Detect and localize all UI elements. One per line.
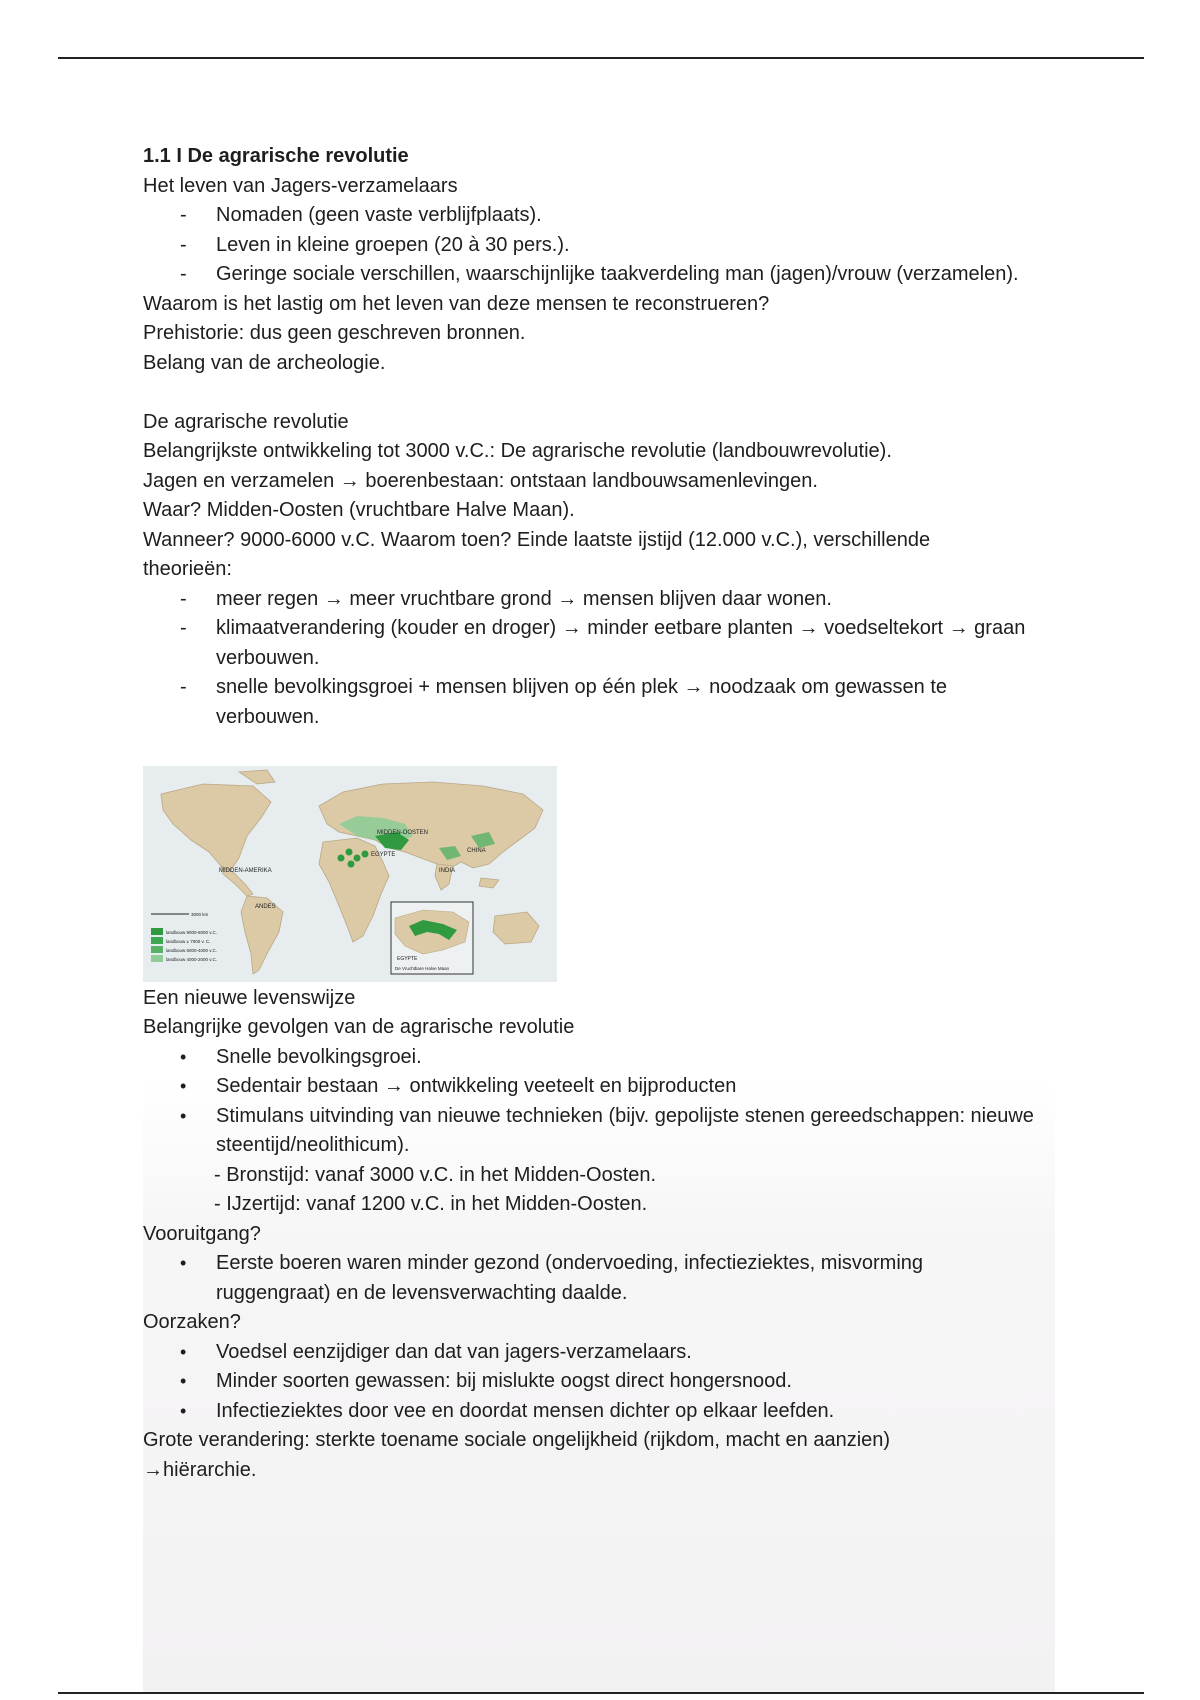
- section-heading: De agrarische revolutie: [143, 410, 349, 433]
- legend-item: landbouw 6000-4000 v.C.: [166, 947, 217, 953]
- map-scale: 3000 km: [191, 911, 209, 917]
- dash-marker: -: [180, 263, 187, 285]
- list-item: - snelle bevolkingsgroei + mensen blijven op één plek → noodzaak om gewassen te verbouwen.: [143, 673, 1073, 732]
- legend-item: landbouw 4000-2000 v.C.: [166, 956, 217, 962]
- paragraph-line: theorieën:: [143, 558, 232, 580]
- question-line: Vooruitgang?: [143, 1222, 261, 1245]
- list-item: • Sedentair bestaan → ontwikkeling veeteelt en bijproducten: [143, 1072, 1073, 1102]
- paragraph-line: Belangrijke gevolgen van de agrarische revolutie: [143, 1016, 575, 1038]
- document-body: [143, 142, 1073, 1485]
- question-line: Oorzaken?: [143, 1311, 241, 1333]
- inset-caption: De Vruchtbare Halve Maan: [395, 965, 450, 971]
- bullet-marker: •: [180, 1341, 187, 1362]
- hunter-gatherer-list: [143, 201, 1073, 290]
- paragraph-line: →hiërarchie.: [143, 1458, 257, 1481]
- section-heading: 1.1 I De agrarische revolutie: [143, 145, 409, 167]
- section-heading: Een nieuwe levenswijze: [143, 986, 356, 1009]
- list-item: - klimaatverandering (kouder en droger) → minder eetbare planten → voedseltekort → graan verbouwen.: [143, 614, 1073, 673]
- paragraph-line: Jagen en verzamelen → boerenbestaan: ontstaan landbouwsamenlevingen.: [143, 469, 818, 492]
- list-item: • Voedsel eenzijdiger dan dat van jagers-verzamelaars.: [143, 1338, 1073, 1368]
- bullet-marker: •: [180, 1253, 187, 1273]
- list-item: • Stimulans uitvinding van nieuwe technieken (bijv. gepolijste stenen gereedschappen: nieuwe steentijd/neolithicum).: [143, 1102, 1073, 1161]
- map-label: EGYPTE: [371, 851, 396, 858]
- list-item: • Minder soorten gewassen: bij mislukte oogst direct hongersnood.: [143, 1367, 1073, 1397]
- dash-marker: -: [180, 587, 187, 610]
- bullet-marker: •: [180, 1371, 187, 1391]
- sub-line: - IJzertijd: vanaf 1200 v.C. in het Midden-Oosten.: [214, 1193, 648, 1215]
- causes-list: [143, 1338, 1073, 1427]
- map-label: ANDES: [255, 903, 276, 910]
- list-item: • Snelle bevolkingsgroei.: [143, 1043, 1073, 1073]
- world-map-agriculture: [143, 766, 557, 982]
- header-rule: [58, 57, 1144, 59]
- paragraph-line: Belang van de archeologie.: [143, 351, 386, 374]
- bullet-marker: •: [180, 1105, 187, 1126]
- legend-item: landbouw ± 7000 v. C.: [166, 938, 211, 944]
- list-item: • Eerste boeren waren minder gezond (ondervoeding, infectieziektes, misvorming ruggengraat) en de levensverwachting daalde.: [143, 1249, 1073, 1308]
- paragraph-line: Belangrijkste ontwikkeling tot 3000 v.C.: De agrarische revolutie (landbouwrevolutie).: [143, 440, 892, 462]
- subheading: Het leven van Jagers-verzamelaars: [143, 174, 458, 197]
- dash-marker: -: [180, 233, 187, 256]
- paragraph-line: Prehistorie: dus geen geschreven bronnen.: [143, 322, 526, 344]
- dash-marker: -: [180, 204, 187, 226]
- paragraph-line: Wanneer? 9000-6000 v.C. Waarom toen? Einde laatste ijstijd (12.000 v.C.), verschillende: [143, 528, 931, 551]
- map-label: INDIA: [439, 867, 456, 874]
- list-item: - Nomaden (geen vaste verblijfplaats).: [143, 201, 1073, 231]
- footer-rule: [58, 1692, 1144, 1694]
- dash-marker: -: [180, 676, 187, 698]
- sub-line: - Bronstijd: vanaf 3000 v.C. in het Midden-Oosten.: [214, 1163, 657, 1186]
- list-item: • Infectieziektes door vee en doordat mensen dichter op elkaar leefden.: [143, 1397, 1073, 1427]
- list-item: - meer regen → meer vruchtbare grond → mensen blijven daar wonen.: [143, 585, 1073, 615]
- bullet-marker: •: [180, 1076, 187, 1096]
- inset-label: EGYPTE: [397, 955, 418, 962]
- list-item: - Leven in kleine groepen (20 à 30 pers.).: [143, 231, 1073, 261]
- progress-list: [143, 1249, 1073, 1308]
- dash-marker: -: [180, 617, 187, 639]
- map-label: MIDDEN-OOSTEN: [377, 829, 428, 836]
- bullet-marker: •: [180, 1400, 187, 1421]
- map-label: MIDDEN-AMERIKA: [219, 867, 272, 874]
- paragraph-line: Grote verandering: sterkte toename sociale ongelijkheid (rijkdom, macht en aanzien): [143, 1429, 891, 1451]
- paragraph-line: Waar? Midden-Oosten (vruchtbare Halve Maan).: [143, 499, 575, 521]
- paragraph-line: Waarom is het lastig om het leven van deze mensen te reconstrueren?: [143, 292, 770, 315]
- theories-list: [143, 585, 1073, 733]
- bullet-marker: •: [180, 1046, 187, 1067]
- consequences-list: [143, 1043, 1073, 1161]
- list-item: - Geringe sociale verschillen, waarschijnlijke taakverdeling man (jagen)/vrouw (verzamelen).: [143, 260, 1073, 290]
- legend-item: landbouw 9000-6000 v.C.: [166, 929, 217, 935]
- map-label: CHINA: [467, 847, 486, 854]
